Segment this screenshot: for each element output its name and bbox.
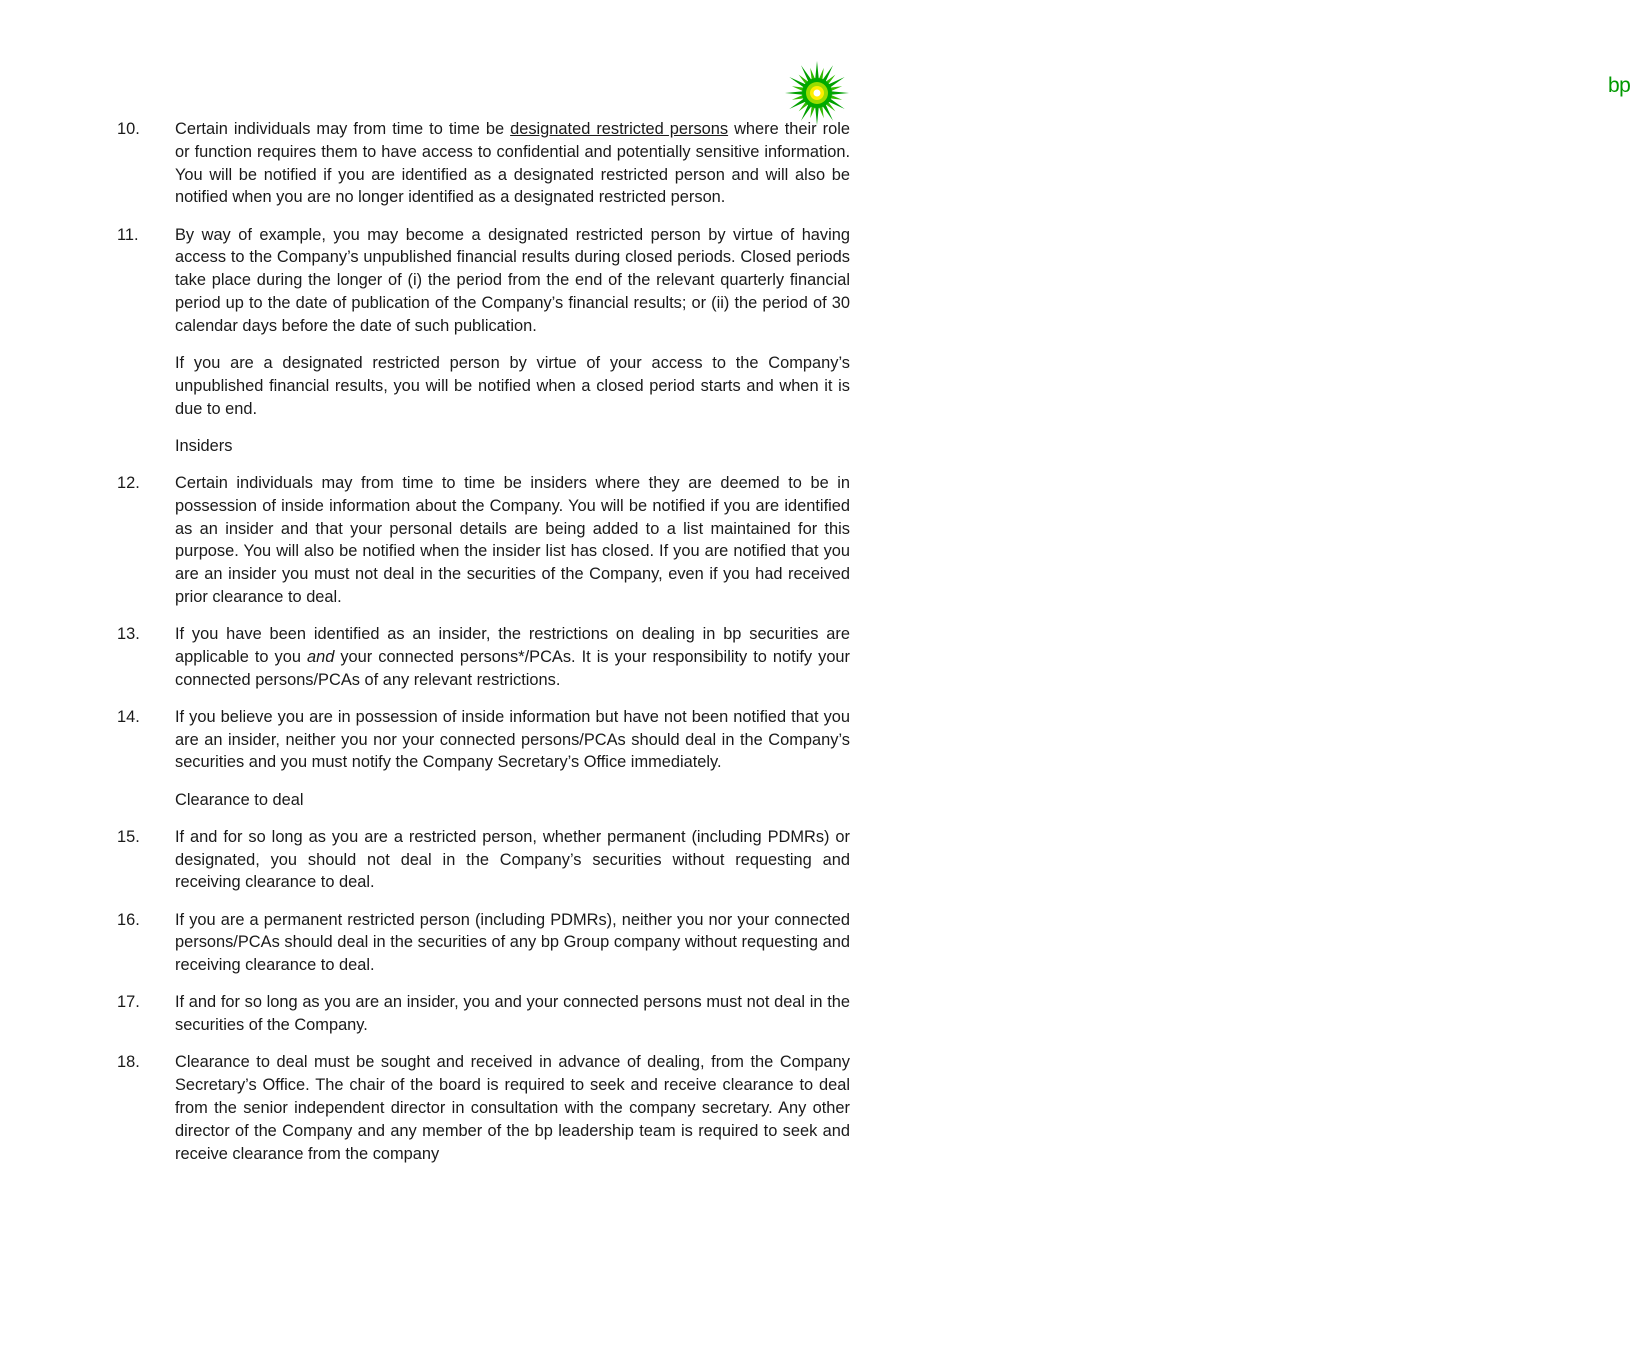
paragraph-text: Certain individuals may from time to time be designated restricted persons where their role or function requires them to have access to confidential and potentially sensitive information. You will be notified if you are identified as a designated restricted person and will also be notified when you are no longer identified as a designated restricted person.: [175, 120, 850, 207]
paragraph-number: 18.: [117, 1053, 140, 1072]
paragraph-number: 12.: [117, 473, 140, 492]
heading-insiders: Insiders: [175, 436, 233, 455]
paragraph-12: [117, 472, 850, 609]
paragraph-text: If you have been identified as an insider, the restrictions on dealing in bp securities are applicable to you and your connected persons*/PCAs. It is your responsibility to notify your connected persons/PCAs of any relevant restrictions.: [175, 625, 851, 689]
paragraph-14: [117, 706, 850, 774]
paragraph-text: Clearance to deal must be sought and received in advance of dealing, from the Company Secretary’s Office. The chair of the board is required to seek and receive clearance to deal from the senior independent director in consultation with the company secretary. Any other director of the Company and any member of the bp leadership team is required to seek and receive clearance from the company: [175, 1053, 850, 1163]
paragraph-number: 10.: [117, 120, 140, 138]
paragraph-18: [117, 1051, 850, 1165]
paragraph-15: [117, 826, 850, 894]
paragraph-text: If you are a permanent restricted person (including PDMRs), neither you nor your connected persons/PCAs should deal in the securities of any bp Group company without requesting and receiving clearance to deal.: [175, 910, 850, 975]
paragraph-text: If and for so long as you are an insider, you and your connected persons must not deal in the securities of the Company.: [175, 993, 850, 1035]
helios-icon: [784, 60, 850, 126]
paragraph-16: [117, 909, 850, 977]
paragraph-number: 15.: [117, 827, 140, 846]
bp-logo: [784, 38, 1630, 128]
heading-clearance-to-deal: Clearance to deal: [175, 790, 304, 809]
document-body: [117, 118, 850, 1180]
paragraph-text: By way of example, you may become a designated restricted person by virtue of having access to the Company’s unpublished financial results during closed periods. Closed periods take place during the longer of (i) the period from the end of the relevant quarterly financial period up to the date of publication of the Company’s financial results; or (ii) the period of 30 calendar days before the date of such publication.: [175, 225, 850, 335]
paragraph-number: 11.: [117, 225, 139, 244]
paragraph-text: If and for so long as you are a restricted person, whether permanent (including PDMRs) or designated, you should not deal in the Company’s securities without requesting and receiving clearance to deal.: [175, 827, 850, 892]
paragraph-text: If you believe you are in possession of inside information but have not been notified that you are an insider, neither you nor your connected persons/PCAs should deal in the Company’s securities and you must notify the Company Secretary’s Office immediately.: [175, 707, 850, 772]
paragraph-11: [117, 224, 850, 338]
logo-text: bp: [1608, 74, 1630, 97]
paragraph-text: Certain individuals may from time to time be insiders where they are deemed to be in possession of inside information about the Company. You will be notified if you are identified as an insider and that your personal details are being added to a list maintained for this purpose. You will also be notified when the insider list has closed. If you are notified that you are an insider you must not deal in the securities of the Company, even if you had received prior clearance to deal.: [175, 473, 850, 606]
helios-ray: [815, 61, 819, 79]
paragraph-number: 17.: [117, 993, 140, 1012]
helios-ray: [831, 91, 849, 95]
paragraph-10: [117, 118, 850, 209]
paragraph-13: [117, 623, 850, 691]
emphasis-and: and: [306, 647, 335, 666]
paragraph-number: 16.: [117, 910, 140, 929]
helios-ray: [785, 91, 803, 95]
designated-restricted-persons-term: designated restricted persons: [510, 120, 729, 138]
paragraph-number: 14.: [117, 707, 140, 726]
paragraph-17: [117, 991, 850, 1037]
paragraph-11-continuation: If you are a designated restricted person by virtue of your access to the Company’s unpublished financial results, you will be notified when a closed period starts and when it is due to end.: [175, 353, 850, 418]
paragraph-number: 13.: [117, 625, 140, 644]
